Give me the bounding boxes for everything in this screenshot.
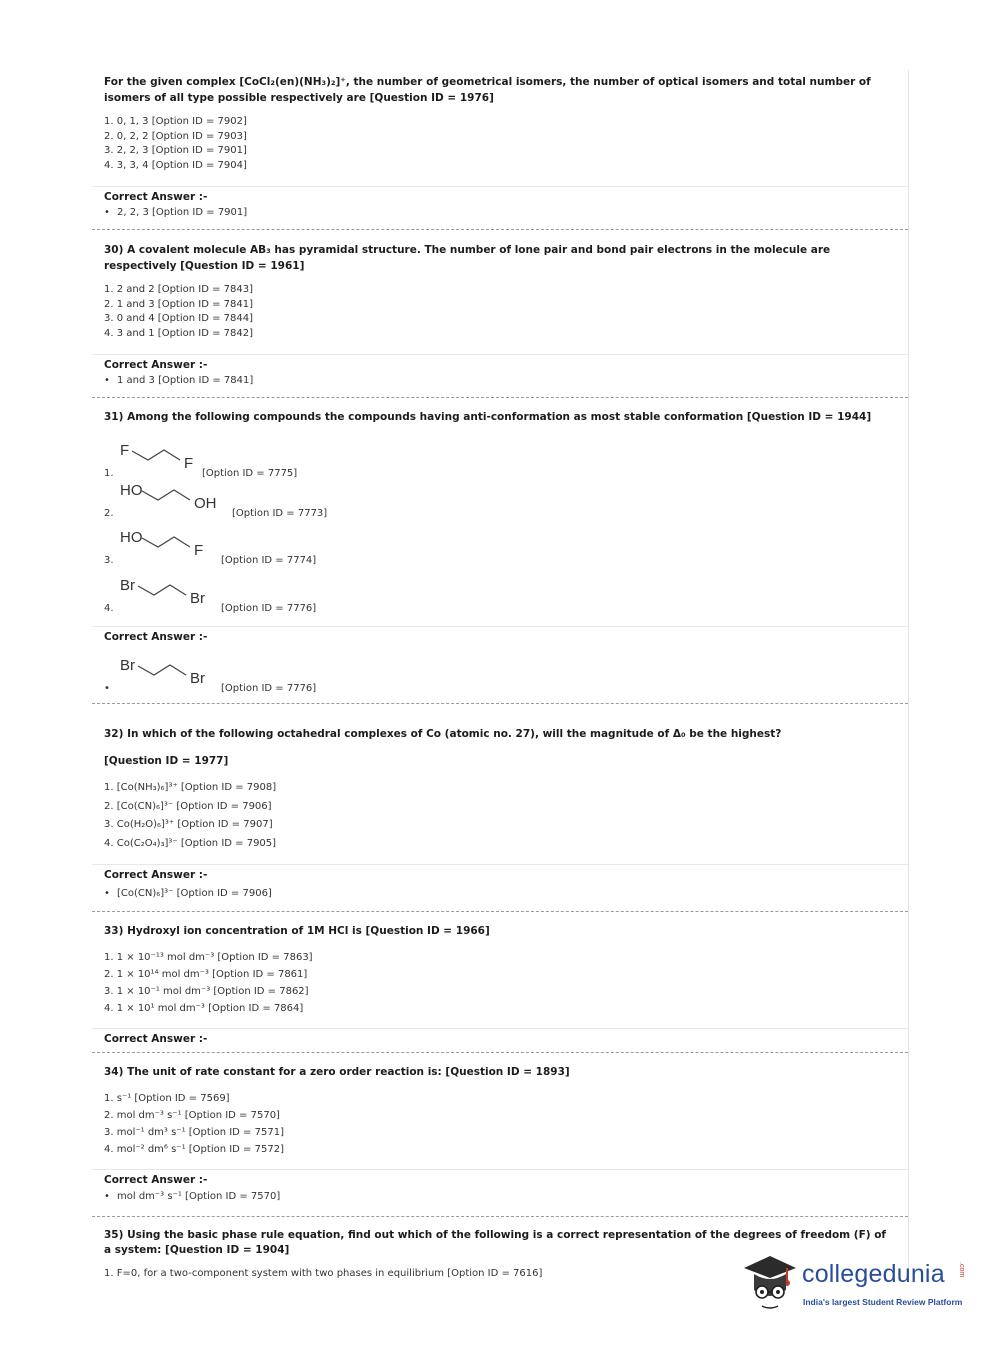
correct-answer-33 <box>92 1033 908 1045</box>
bond-chain <box>142 537 190 547</box>
atom-label-right: OH <box>194 495 217 512</box>
correct-answer-label: Correct Answer :- <box>104 191 208 203</box>
structure-option-2 <box>104 478 504 522</box>
option-item: 4. Co(C₂O₄)₃]³⁻ [Option ID = 7905] <box>104 838 277 850</box>
structure-option-1 <box>104 438 504 482</box>
correct-answer-label: Correct Answer :- <box>104 1033 208 1045</box>
correct-answer-value: • 1 and 3 [Option ID = 7841] <box>104 375 254 386</box>
correct-answer-value: • 2, 2, 3 [Option ID = 7901] <box>104 207 248 218</box>
question-id: [Question ID = 1977] <box>104 755 229 767</box>
correct-answer-32 <box>92 869 908 899</box>
atom-label-right: F <box>184 455 194 472</box>
options-list <box>92 779 908 854</box>
molecule-structure <box>118 575 238 611</box>
logo-tagline: India's largest Student Review Platform <box>803 1297 963 1307</box>
option-item: 2. mol dm⁻³ s⁻¹ [Option ID = 7570] <box>104 1110 280 1121</box>
question-text: 34) The unit of rate constant for a zero order reaction is: [Question ID = 1893] <box>104 1066 570 1078</box>
option-item: 4. mol⁻² dm⁶ s⁻¹ [Option ID = 7572] <box>104 1144 284 1155</box>
atom-label-left: HO <box>120 482 143 499</box>
option-item: 1. 2 and 2 [Option ID = 7843] <box>104 284 253 295</box>
question-34 <box>92 1064 908 1158</box>
correct-answer-29 <box>92 191 908 218</box>
option-item: 3. 0 and 4 [Option ID = 7844] <box>104 313 253 325</box>
option-item: 1. 1 × 10⁻¹³ mol dm⁻³ [Option ID = 7863] <box>104 952 313 963</box>
correct-answer-label: Correct Answer :- <box>104 359 208 371</box>
logo-wordmark: collegedunia <box>802 1260 945 1288</box>
option-item: 2. 1 × 10¹⁴ mol dm⁻³ [Option ID = 7861] <box>104 969 308 980</box>
correct-answer-31 <box>92 631 908 643</box>
molecule-structure <box>118 527 238 563</box>
correct-answer-value: • mol dm⁻³ s⁻¹ [Option ID = 7570] <box>104 1191 281 1202</box>
question-31 <box>92 409 908 425</box>
question-text: 33) Hydroxyl ion concentration of 1M HCl is [Question ID = 1966] <box>104 925 490 937</box>
option-number: 2. <box>104 508 114 519</box>
question-separator <box>92 229 908 230</box>
question-separator <box>92 703 908 704</box>
option-item: 3. Co(H₂O)₆]³⁺ [Option ID = 7907] <box>104 819 273 831</box>
bond-chain <box>138 665 186 675</box>
option-item: 1. s⁻¹ [Option ID = 7569] <box>104 1093 230 1104</box>
divider <box>92 864 908 865</box>
atom-label-left: Br <box>120 657 135 674</box>
atom-label-right: Br <box>190 670 205 687</box>
options-list <box>92 115 908 174</box>
option-number: 3. <box>104 555 114 566</box>
option-item: 4. 3, 3, 4 [Option ID = 7904] <box>104 160 247 172</box>
correct-answer-structure <box>104 653 504 697</box>
question-text: 31) Among the following compounds the compounds having anti-conformation as most stable conformation [Question ID = 1944] <box>104 411 872 423</box>
question-text: 35) Using the basic phase rule equation, find out which of the following is a correct representation of the degrees of freedom (F) of a system: [Question ID = 1904] <box>104 1229 886 1256</box>
option-item: 3. mol⁻¹ dm³ s⁻¹ [Option ID = 7571] <box>104 1127 284 1138</box>
option-item: 2. 1 and 3 [Option ID = 7841] <box>104 298 253 310</box>
bond-chain <box>132 450 180 460</box>
option-number: 1. <box>104 468 114 479</box>
divider <box>92 354 908 355</box>
correct-answer-value: • [Co(CN)₆]³⁻ [Option ID = 7906] <box>104 888 272 899</box>
mascot-icon <box>740 1252 802 1312</box>
question-text: 30) A covalent molecule AB₃ has pyramidal structure. The number of lone pair and bond pair electrons in the molecule are respectively [Question ID = 1961] <box>104 244 831 272</box>
atom-label-left: F <box>120 442 130 459</box>
bond-chain <box>142 490 190 500</box>
question-text: 32) In which of the following octahedral complexes of Co (atomic no. 27), will the magnitude of Δ₀ be the highest? <box>104 728 782 740</box>
option-item: 3. 1 × 10⁻¹ mol dm⁻³ [Option ID = 7862] <box>104 986 309 997</box>
question-30 <box>92 242 908 342</box>
options-list <box>92 949 908 1017</box>
divider <box>92 1169 908 1170</box>
option-id: [Option ID = 7773] <box>232 508 328 519</box>
atom-label-right: Br <box>190 590 205 607</box>
question-separator <box>92 1216 908 1217</box>
option-item: 1. 0, 1, 3 [Option ID = 7902] <box>104 116 247 127</box>
options-list <box>92 283 908 342</box>
option-item: 3. 2, 2, 3 [Option ID = 7901] <box>104 145 247 157</box>
correct-answer-label: Correct Answer :- <box>104 1174 208 1186</box>
correct-answer-34 <box>92 1174 908 1202</box>
logo-suffix: .com <box>958 1262 965 1278</box>
option-item: 4. 3 and 1 [Option ID = 7842] <box>104 328 253 340</box>
option-item: 2. [Co(CN)₆]³⁻ [Option ID = 7906] <box>104 800 272 812</box>
option-id: [Option ID = 7776] <box>221 603 317 614</box>
option-item: 4. 1 × 10¹ mol dm⁻³ [Option ID = 7864] <box>104 1003 304 1014</box>
atom-label-left: HO <box>120 529 143 546</box>
molecule-structure <box>118 480 238 516</box>
question-text: For the given complex [CoCl₂(en)(NH₃)₂]⁺, the number of geometrical isomers, the number of optical isomers and total number of isomers of all type possible respectively are [Question ID = 1976] <box>104 76 871 104</box>
option-item: 2. 0, 2, 2 [Option ID = 7903] <box>104 130 247 142</box>
collegedunia-logo <box>740 1252 970 1322</box>
correct-answer-label: Correct Answer :- <box>104 631 208 643</box>
options-list <box>92 1090 908 1158</box>
option-id: [Option ID = 7775] <box>202 468 298 479</box>
atom-label-right: F <box>194 542 204 559</box>
divider <box>92 1028 908 1029</box>
question-29 <box>92 74 908 174</box>
question-33 <box>92 923 908 1017</box>
question-separator <box>92 911 908 912</box>
molecule-structure <box>118 655 238 691</box>
atom-label-left: Br <box>120 577 135 594</box>
option-number: 4. <box>104 603 114 614</box>
option-id: [Option ID = 7774] <box>221 555 317 566</box>
divider <box>92 626 908 627</box>
option-item: 1. F=0, for a two-component system with two phases in equilibrium [Option ID = 7616] <box>104 1268 543 1279</box>
question-separator <box>92 397 908 398</box>
divider <box>92 186 908 187</box>
correct-answer-label: Correct Answer :- <box>104 869 208 881</box>
molecule-structure <box>118 440 208 476</box>
structure-option-4 <box>104 573 504 617</box>
correct-answer-30 <box>92 359 908 386</box>
option-item: 1. [Co(NH₃)₆]³⁺ [Option ID = 7908] <box>104 782 277 793</box>
question-32 <box>92 726 908 854</box>
question-separator <box>92 1052 908 1053</box>
structure-option-3 <box>104 525 504 569</box>
option-id: [Option ID = 7776] <box>221 683 317 694</box>
bullet: • <box>104 683 110 694</box>
bond-chain <box>138 585 186 595</box>
